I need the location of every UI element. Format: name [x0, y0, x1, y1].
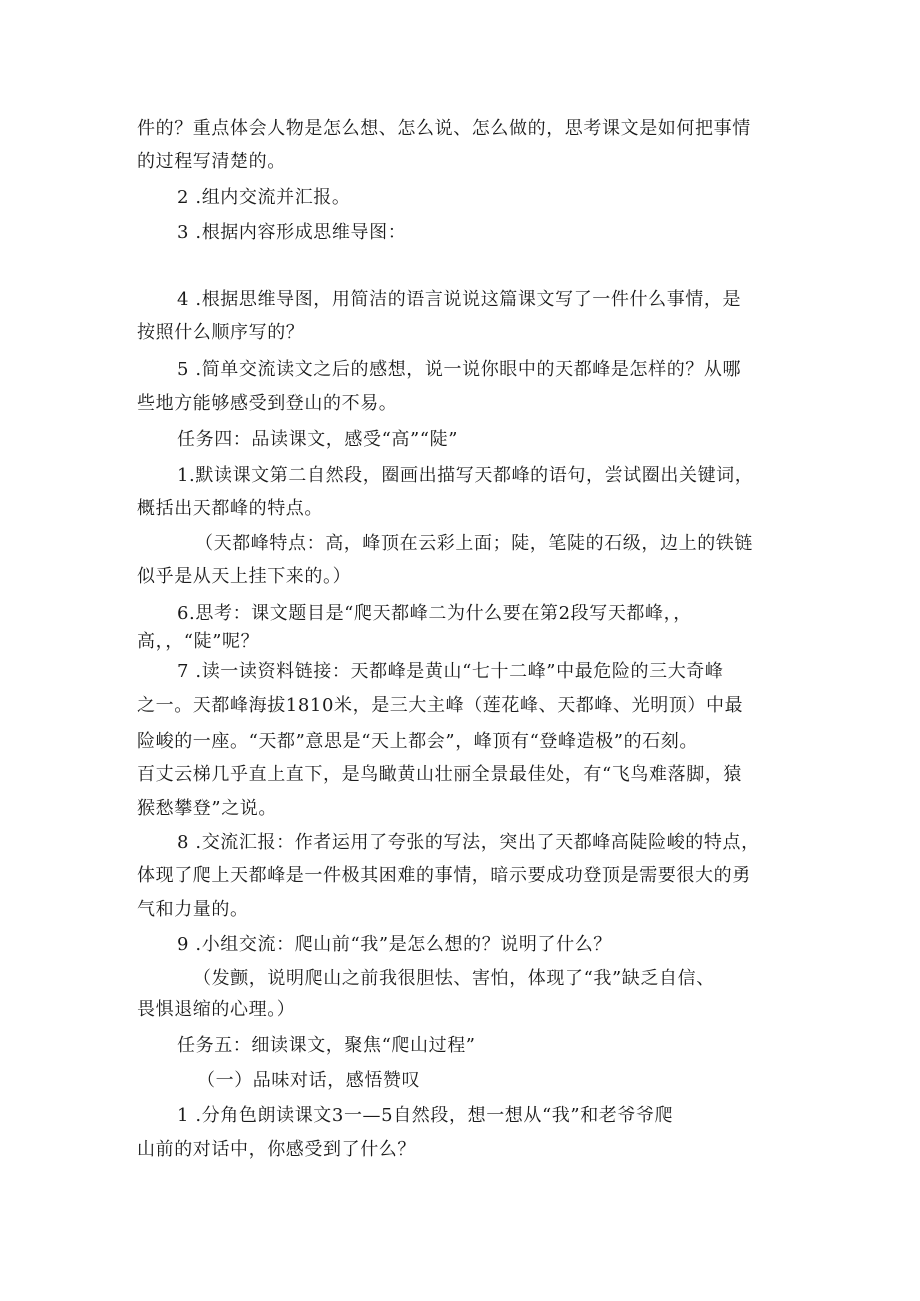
text-line: 1 .分角色朗读课文3一—5自然段，想一想从“我”和老爷爷爬: [177, 1105, 674, 1126]
text-line: 畏惧退缩的心理。）: [137, 999, 296, 1020]
text-line: 高，，“陡”呢？: [137, 631, 260, 652]
text-line: 猴愁攀登”之说。: [137, 798, 278, 819]
text-line: 似乎是从天上挂下来的。）: [137, 566, 352, 587]
text-line: 山前的对话中，你感受到了什么？: [137, 1139, 416, 1160]
text-line: 4 .根据思维导图，用简洁的语言说说这篇课文写了一件什么事情，是: [177, 289, 742, 310]
text-line: 5 .简单交流读文之后的感想，说一说你眼中的天都峰是怎样的？从哪: [177, 359, 742, 380]
subsection-heading: （一）品味对话，感悟赞叹: [197, 1070, 421, 1091]
text-line: 6.思考：课文题目是“爬天都峰二为什么要在第2段写天都峰，，: [177, 603, 692, 624]
text-line: 8 .交流汇报：作者运用了夸张的写法，突出了天都峰高陡险峻的特点，: [177, 832, 760, 853]
text-line: 按照什么顺序写的？: [137, 322, 305, 343]
text-line: 7 .读一读资料链接：天都峰是黄山“七十二峰”中最危险的三大奇峰: [177, 661, 724, 682]
text-line: 9 .小组交流：爬山前“我”是怎么想的？说明了什么？: [177, 934, 612, 955]
text-line: 的过程写清楚的。: [137, 151, 286, 172]
text-line: 2 .组内交流并汇报。: [177, 187, 351, 208]
text-line: 险峻的一座。“天都”意思是“天上都会”，峰顶有“登峰造极”的石刻。: [137, 731, 699, 752]
text-line: （天都峰特点：高，峰顶在云彩上面；陡，笔陡的石级，边上的铁链: [195, 533, 753, 554]
text-line: 3 .根据内容形成思维导图：: [177, 222, 407, 243]
text-line: 气和力量的。: [137, 899, 249, 920]
text-line: 概括出天都峰的特点。: [137, 498, 323, 519]
text-line: 百丈云梯几乎直上直下，是鸟瞰黄山壮丽全景最佳处，有“飞鸟难落脚，猿: [137, 764, 742, 785]
section-heading: 任务四：品读课文，感受“高”“陡”: [177, 429, 459, 450]
text-line: （发颤，说明爬山之前我很胆怯、害怕，体现了“我”缺乏自信、: [193, 968, 715, 989]
text-line: 1.默读课文第二自然段，圈画出描写天都峰的语句，尝试圈出关键词，: [177, 465, 754, 486]
text-line: 体现了爬上天都峰是一件极其困难的事情，暗示要成功登顶是需要很大的勇: [137, 865, 751, 886]
text-line: 之一。天都峰海拔1810米，是三大主峰（莲花峰、天都峰、光明顶）中最: [137, 695, 744, 716]
section-heading: 任务五：细读课文，聚焦“爬山过程”: [177, 1035, 476, 1056]
text-line: 些地方能够感受到登山的不易。: [137, 393, 398, 414]
text-line: 件的？重点体会人物是怎么想、怎么说、怎么做的，思考课文是如何把事情: [137, 118, 751, 139]
